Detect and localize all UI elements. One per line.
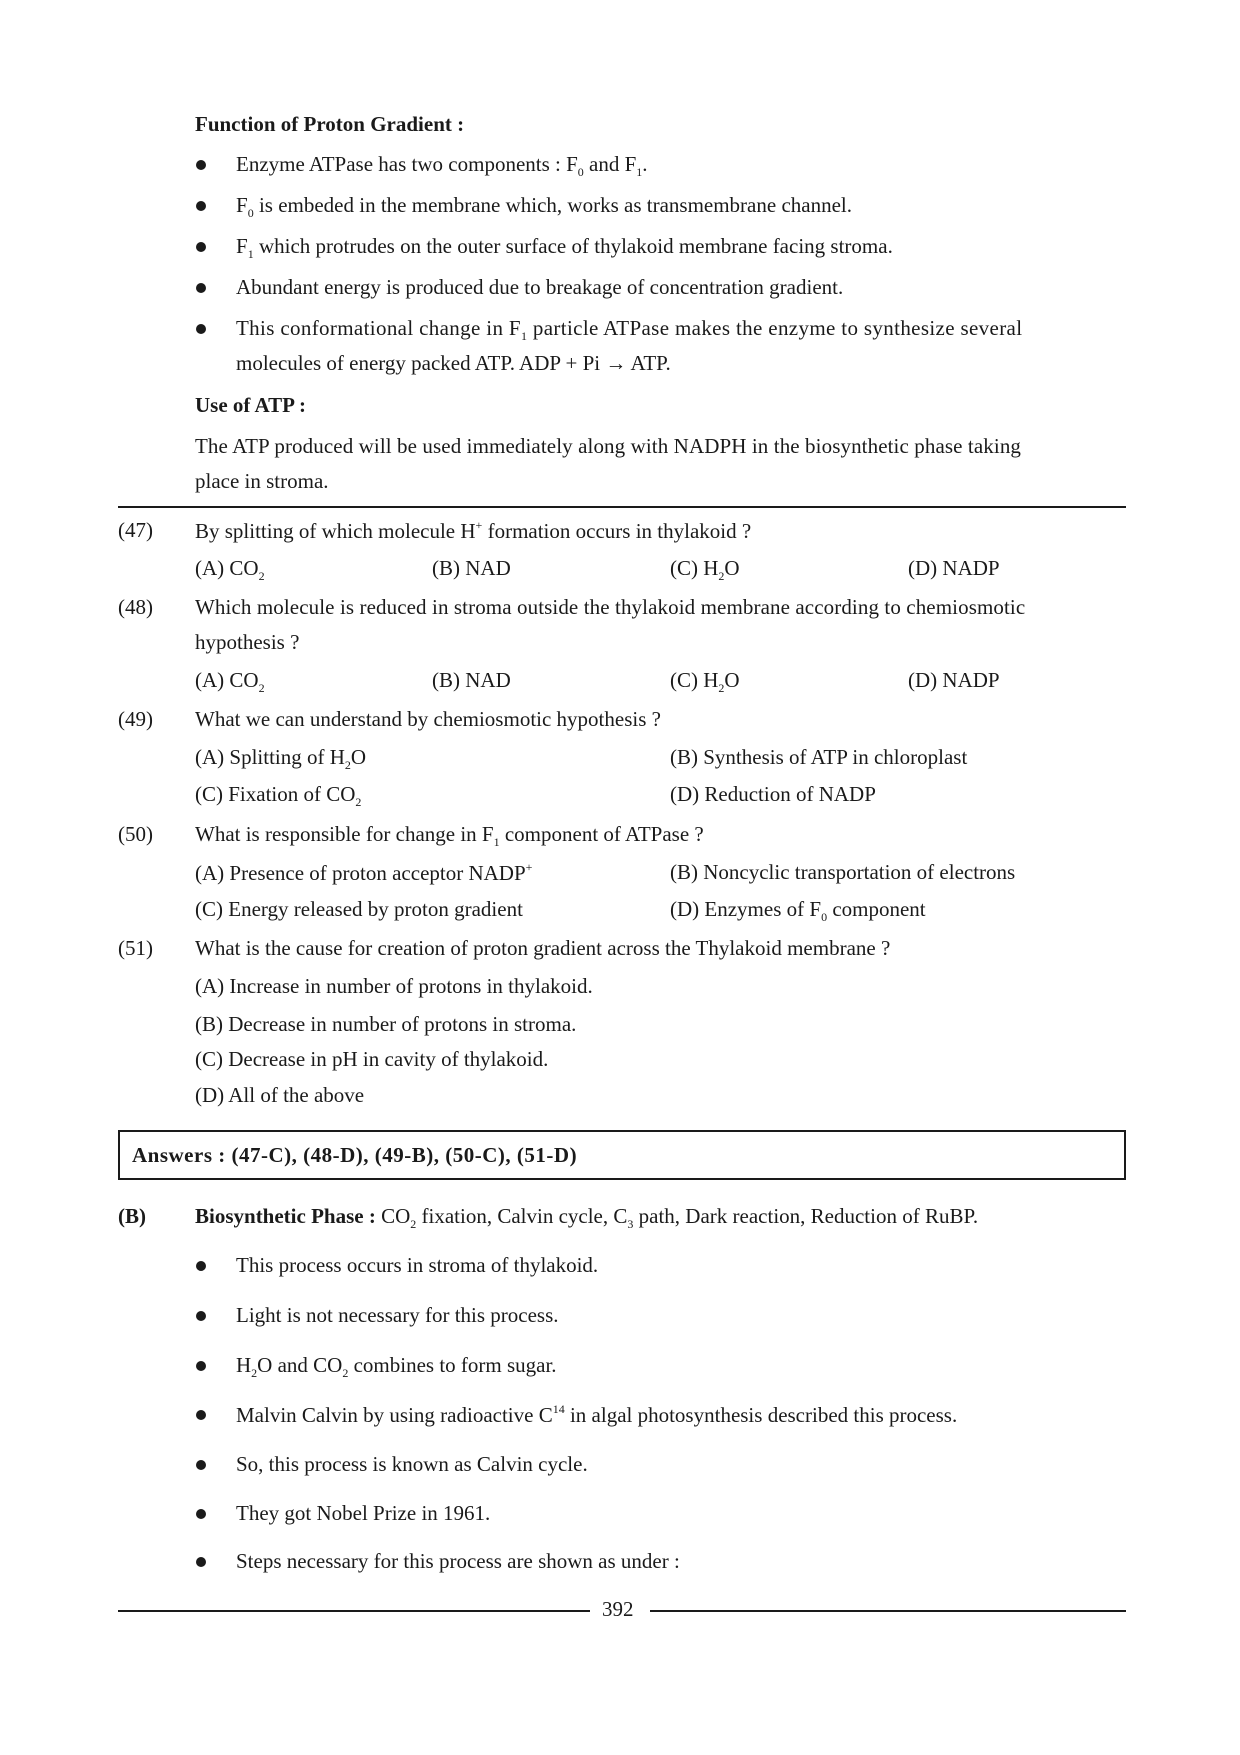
divider	[118, 506, 1126, 508]
bullet-icon	[196, 1361, 206, 1371]
question-text: What we can understand by chemiosmotic hypothesis ?	[195, 707, 661, 731]
option-b: (B) NAD	[432, 556, 511, 580]
bullet-icon	[196, 1410, 206, 1420]
option-c: (C) Fixation of $CO_2$	[195, 782, 362, 809]
bullet-text: Light is not necessary for this process.	[236, 1303, 559, 1327]
bullet-text: $F_1$ which protrudes on the outer surface of thylakoid membrane facing stroma.	[236, 234, 893, 261]
bullet-text-continued: molecules of energy packed ATP. ADP + Pi → ATP.	[236, 351, 671, 375]
bullet-text: $H_2O$ and $CO_2$ combines to form sugar.	[236, 1353, 557, 1380]
question-text: What is the cause for creation of proton gradient across the Thylakoid membrane ?	[195, 936, 891, 960]
paragraph-line: place in stroma.	[195, 469, 329, 493]
option-b: (B) NAD	[432, 668, 511, 692]
bullet-text: Enzyme ATPase has two components : $F_0$ and $F_1$.	[236, 152, 648, 179]
question-text: What is responsible for change in $F_1$ component of ATPase ?	[195, 822, 704, 849]
option-d: (D) NADP	[908, 556, 1000, 580]
bullet-icon	[196, 1557, 206, 1567]
bullet-icon	[196, 283, 206, 293]
option-d: (D) All of the above	[195, 1083, 365, 1107]
bullet-icon	[196, 1261, 206, 1271]
option-a: (A) Splitting of $H_2O$	[195, 745, 367, 772]
option-a: (A) Presence of proton acceptor NADP+	[195, 860, 533, 885]
bullet-text: Abundant energy is produced due to breakage of concentration gradient.	[236, 275, 844, 299]
option-a: (A) $CO_2$	[195, 556, 265, 583]
section-heading-use-of-atp: Use of ATP :	[195, 393, 307, 417]
footer-rule-right	[650, 1610, 1126, 1612]
bullet-text: This process occurs in stroma of thylakoid.	[236, 1253, 599, 1277]
option-b: (B) Decrease in number of protons in stroma.	[195, 1012, 577, 1036]
footer-rule-left	[118, 1610, 590, 1612]
option-d: (D) Enzymes of $F_0$ component	[670, 897, 926, 924]
bullet-icon	[196, 1460, 206, 1470]
option-b: (B) Noncyclic transportation of electrons	[670, 860, 1016, 884]
bullet-icon	[196, 160, 206, 170]
question-text-continued: hypothesis ?	[195, 630, 300, 654]
option-c: (C) $H_2O$	[670, 556, 740, 583]
bullet-text: This conformational change in $F_1$ particle ATPase makes the enzyme to synthesize several	[236, 316, 1023, 343]
question-text: Which molecule is reduced in stroma outside the thylakoid membrane according to chemiosmotic	[195, 595, 1026, 619]
answers-text: Answers : (47-C), (48-D), (49-B), (50-C), (51-D)	[132, 1143, 578, 1167]
option-c: (C) Energy released by proton gradient	[195, 897, 523, 921]
bullet-text: They got Nobel Prize in 1961.	[236, 1501, 491, 1525]
bullet-text: So, this process is known as Calvin cycle.	[236, 1452, 588, 1476]
section-heading-biosynthetic-phase: Biosynthetic Phase : $CO_2$ fixation, Calvin cycle, $C_3$ path, Dark reaction, Reduction of RuBP.	[195, 1204, 979, 1231]
bullet-icon	[196, 1311, 206, 1321]
bullet-icon	[196, 324, 206, 334]
page-number: 392	[602, 1597, 634, 1621]
question-number: (49)	[118, 707, 153, 731]
question-number: (47)	[118, 518, 153, 542]
section-label: (B)	[118, 1204, 146, 1228]
question-number: (51)	[118, 936, 153, 960]
section-heading-proton-gradient: Function of Proton Gradient :	[195, 112, 465, 136]
option-d: (D) NADP	[908, 668, 1000, 692]
bullet-text: Malvin Calvin by using radioactive $C^{14}$ in algal photosynthesis described this process.	[236, 1402, 958, 1427]
option-c: (C) $H_2O$	[670, 668, 740, 695]
bullet-text: Steps necessary for this process are shown as under :	[236, 1549, 680, 1573]
option-c: (C) Decrease in pH in cavity of thylakoid.	[195, 1047, 549, 1071]
question-number: (50)	[118, 822, 153, 846]
option-d: (D) Reduction of NADP	[670, 782, 876, 806]
bullet-icon	[196, 1509, 206, 1519]
bullet-icon	[196, 242, 206, 252]
bullet-text: $F_0$ is embeded in the membrane which, works as transmembrane channel.	[236, 193, 852, 220]
answers-box	[118, 1130, 1126, 1180]
bullet-icon	[196, 201, 206, 211]
question-number: (48)	[118, 595, 153, 619]
question-text: By splitting of which molecule H+ formation occurs in thylakoid ?	[195, 518, 752, 543]
paragraph-line: The ATP produced will be used immediately along with NADPH in the biosynthetic phase taking	[195, 434, 1022, 458]
option-a: (A) $CO_2$	[195, 668, 265, 695]
option-b: (B) Synthesis of ATP in chloroplast	[670, 745, 968, 769]
option-a: (A) Increase in number of protons in thylakoid.	[195, 974, 593, 998]
